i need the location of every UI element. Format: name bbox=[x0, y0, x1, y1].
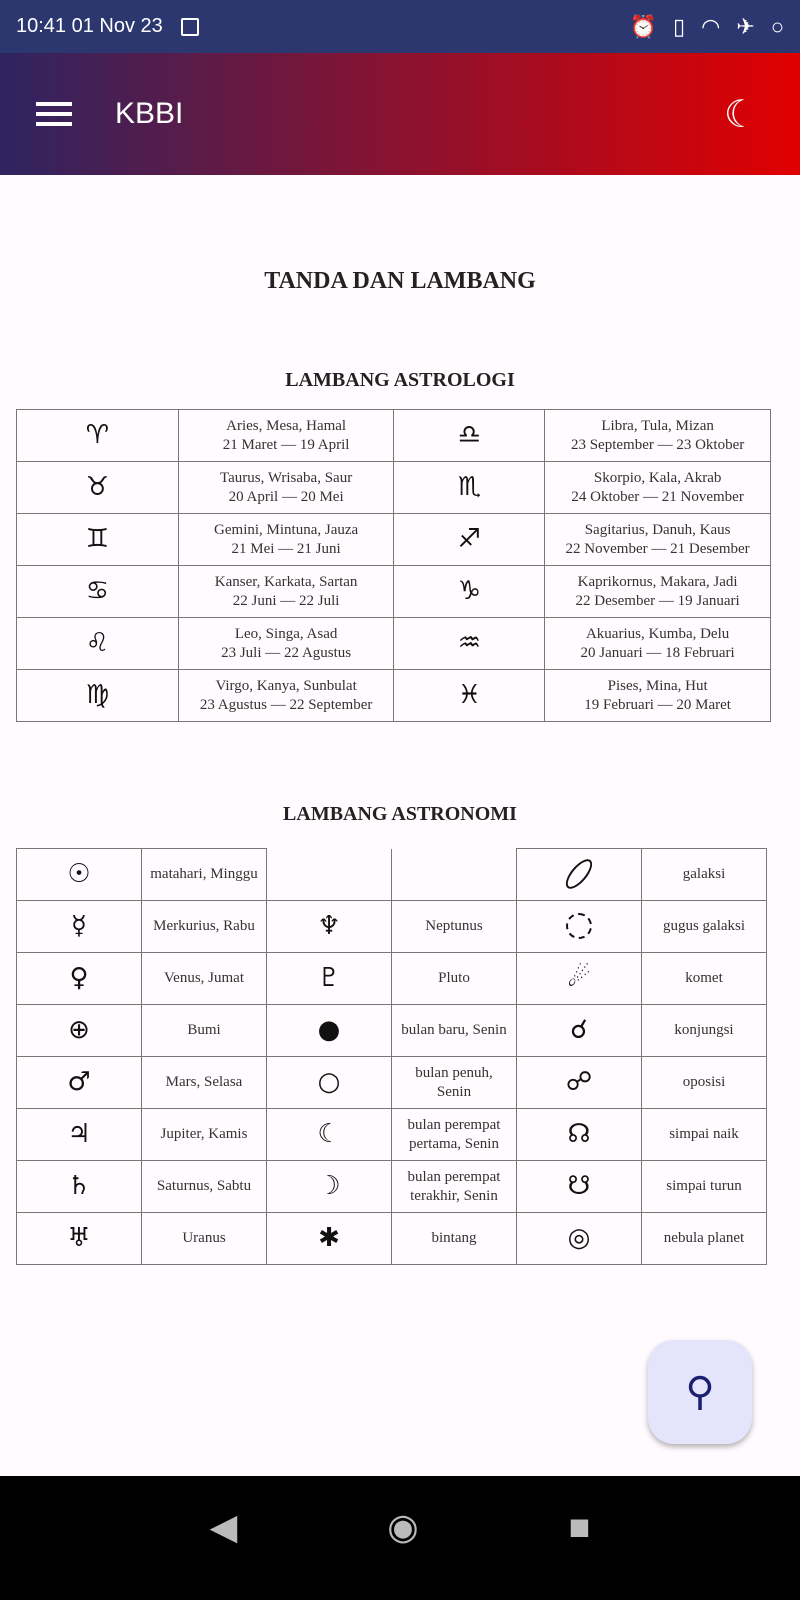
galaxy-cluster-icon bbox=[566, 913, 592, 939]
astronomy-symbol: ☽ bbox=[267, 1161, 392, 1213]
astronomy-symbol: ☾ bbox=[267, 1109, 392, 1161]
menu-icon[interactable] bbox=[36, 102, 72, 126]
zodiac-dates: 20 April — 20 Mei bbox=[228, 488, 344, 505]
search-icon: ⚲ bbox=[685, 1370, 715, 1414]
recents-icon[interactable]: ■ bbox=[568, 1506, 591, 1547]
astronomy-label: matahari, Minggu bbox=[142, 849, 267, 901]
astronomy-label: komet bbox=[642, 953, 767, 1005]
astronomy-label: bintang bbox=[392, 1213, 517, 1265]
zodiac-description bbox=[545, 462, 771, 514]
astronomi-title: LAMBANG ASTRONOMI bbox=[283, 803, 517, 825]
zodiac-symbol: ♐︎ bbox=[394, 514, 545, 566]
table-row bbox=[17, 1057, 767, 1109]
alarm-icon: ⏰ bbox=[629, 13, 657, 39]
zodiac-dates: 21 Maret — 19 April bbox=[222, 436, 350, 453]
astronomy-label: oposisi bbox=[642, 1057, 767, 1109]
astronomy-label: nebula planet bbox=[642, 1213, 767, 1265]
zodiac-dates: 19 Februari — 20 Maret bbox=[584, 696, 731, 713]
astrologi-table bbox=[16, 409, 771, 722]
table-row bbox=[17, 514, 771, 566]
zodiac-symbol: ♎︎ bbox=[394, 410, 545, 462]
astronomy-label: bulan perempat terakhir, Senin bbox=[392, 1161, 517, 1213]
table-row bbox=[17, 901, 767, 953]
astronomy-label: bulan penuh, Senin bbox=[392, 1057, 517, 1109]
astronomy-symbol: ☉ bbox=[17, 849, 142, 901]
astronomy-label: Bumi bbox=[142, 1005, 267, 1057]
empty-cell bbox=[267, 849, 392, 901]
zodiac-names: Taurus, Wrisaba, Saur bbox=[220, 469, 353, 486]
table-row bbox=[17, 849, 767, 901]
astronomy-symbol: ☌ bbox=[517, 1005, 642, 1057]
astronomy-label: Saturnus, Sabtu bbox=[142, 1161, 267, 1213]
astronomy-symbol: ⊕ bbox=[17, 1005, 142, 1057]
zodiac-names: Kanser, Karkata, Sartan bbox=[214, 573, 358, 590]
page-title: TANDA DAN LAMBANG bbox=[264, 268, 536, 294]
zodiac-dates: 22 Desember — 19 Januari bbox=[575, 592, 740, 609]
navigation-bar bbox=[0, 1476, 800, 1600]
zodiac-description bbox=[178, 618, 394, 670]
astronomy-label: bulan baru, Senin bbox=[392, 1005, 517, 1057]
zodiac-symbol: ♈︎ bbox=[17, 410, 179, 462]
astronomy-symbol: ♆ bbox=[267, 901, 392, 953]
gallery-icon bbox=[181, 18, 199, 36]
astronomy-symbol: ☿ bbox=[17, 901, 142, 953]
zodiac-symbol: ♉︎ bbox=[17, 462, 179, 514]
astronomy-symbol: ♀ bbox=[17, 953, 142, 1005]
zodiac-names: Libra, Tula, Mizan bbox=[601, 417, 714, 434]
airplane-icon: ✈ bbox=[736, 13, 755, 39]
zodiac-names: Virgo, Kanya, Sunbulat bbox=[215, 677, 357, 694]
status-bar bbox=[0, 0, 800, 53]
vibrate-icon: ▯ bbox=[672, 13, 686, 39]
table-row bbox=[17, 1161, 767, 1213]
astronomy-label: Jupiter, Kamis bbox=[142, 1109, 267, 1161]
zodiac-dates: 23 Juli — 22 Agustus bbox=[221, 644, 352, 661]
zodiac-description bbox=[178, 514, 394, 566]
dark-mode-moon-icon[interactable]: ☾ bbox=[723, 93, 758, 136]
zodiac-dates: 23 Agustus — 22 September bbox=[199, 696, 373, 713]
zodiac-dates: 22 November — 21 Desember bbox=[565, 540, 750, 557]
astronomy-label: konjungsi bbox=[642, 1005, 767, 1057]
app-title: KBBI bbox=[115, 97, 184, 130]
astronomy-label: simpai turun bbox=[642, 1161, 767, 1213]
astronomy-label: Mars, Selasa bbox=[142, 1057, 267, 1109]
astronomy-symbol: ● bbox=[267, 1005, 392, 1057]
astronomy-symbol: ☋ bbox=[517, 1161, 642, 1213]
table-row bbox=[17, 462, 771, 514]
table-row bbox=[17, 410, 771, 462]
zodiac-description bbox=[545, 670, 771, 722]
zodiac-names: Gemini, Mintuna, Jauza bbox=[214, 521, 359, 538]
table-row bbox=[17, 670, 771, 722]
zodiac-names: Kaprikornus, Makara, Jadi bbox=[577, 573, 738, 590]
astronomy-symbol: ♃ bbox=[17, 1109, 142, 1161]
home-icon[interactable]: ◉ bbox=[387, 1506, 419, 1547]
zodiac-description bbox=[545, 618, 771, 670]
zodiac-dates: 23 September — 23 Oktober bbox=[570, 436, 745, 453]
galaxy-symbol bbox=[517, 849, 642, 901]
zodiac-names: Skorpio, Kala, Akrab bbox=[593, 469, 722, 486]
astronomy-label: Uranus bbox=[142, 1213, 267, 1265]
zodiac-names: Aries, Mesa, Hamal bbox=[226, 417, 347, 434]
astronomy-symbol: ✱ bbox=[267, 1213, 392, 1265]
astronomy-label: Pluto bbox=[392, 953, 517, 1005]
table-row bbox=[17, 566, 771, 618]
zodiac-names: Akuarius, Kumba, Delu bbox=[585, 625, 730, 642]
status-time: 10:41 01 Nov 23 bbox=[16, 15, 163, 37]
astronomy-label: Neptunus bbox=[392, 901, 517, 953]
zodiac-symbol: ♊︎ bbox=[17, 514, 179, 566]
cluster-symbol bbox=[517, 901, 642, 953]
astronomy-label: gugus galaksi bbox=[642, 901, 767, 953]
table-row bbox=[17, 1213, 767, 1265]
astronomy-symbol: ☊ bbox=[517, 1109, 642, 1161]
app-bar bbox=[0, 53, 800, 175]
zodiac-description bbox=[178, 566, 394, 618]
zodiac-symbol: ♋︎ bbox=[17, 566, 179, 618]
zodiac-names: Pises, Mina, Hut bbox=[607, 677, 708, 694]
zodiac-names: Sagitarius, Danuh, Kaus bbox=[584, 521, 731, 538]
zodiac-symbol: ♑︎ bbox=[394, 566, 545, 618]
wifi-icon: ◠ bbox=[701, 13, 721, 39]
zodiac-description bbox=[178, 670, 394, 722]
zodiac-dates: 20 Januari — 18 Februari bbox=[580, 644, 735, 661]
astronomy-label: Merkurius, Rabu bbox=[142, 901, 267, 953]
zodiac-symbol: ♍︎ bbox=[17, 670, 179, 722]
astronomy-label: galaksi bbox=[642, 849, 767, 901]
zodiac-names: Leo, Singa, Asad bbox=[234, 625, 338, 642]
astronomi-table bbox=[16, 848, 767, 1265]
table-row bbox=[17, 953, 767, 1005]
search-button[interactable] bbox=[648, 1340, 752, 1444]
astronomy-symbol: ♅ bbox=[17, 1213, 142, 1265]
astronomy-symbol: ♇ bbox=[267, 953, 392, 1005]
zodiac-description bbox=[178, 410, 394, 462]
table-row bbox=[17, 1109, 767, 1161]
astronomy-symbol: ◎ bbox=[517, 1213, 642, 1265]
astronomy-label: bulan perempat pertama, Senin bbox=[392, 1109, 517, 1161]
zodiac-dates: 21 Mei — 21 Juni bbox=[231, 540, 341, 557]
zodiac-description bbox=[545, 514, 771, 566]
zodiac-description bbox=[545, 410, 771, 462]
zodiac-dates: 24 Oktober — 21 November bbox=[571, 488, 744, 505]
astronomy-symbol: ○ bbox=[267, 1057, 392, 1109]
table-row bbox=[17, 618, 771, 670]
back-icon[interactable]: ◀ bbox=[209, 1506, 238, 1547]
galaxy-icon bbox=[561, 855, 596, 893]
astronomy-symbol: ☍ bbox=[517, 1057, 642, 1109]
zodiac-description bbox=[178, 462, 394, 514]
zodiac-symbol: ♓︎ bbox=[394, 670, 545, 722]
zodiac-symbol: ♌︎ bbox=[17, 618, 179, 670]
astronomy-symbol: ♂ bbox=[17, 1057, 142, 1109]
astronomy-label: simpai naik bbox=[642, 1109, 767, 1161]
empty-cell bbox=[392, 849, 517, 901]
zodiac-dates: 22 Juni — 22 Juli bbox=[232, 592, 340, 609]
circle-icon: ○ bbox=[770, 13, 784, 39]
table-row bbox=[17, 1005, 767, 1057]
zodiac-symbol: ♒︎ bbox=[394, 618, 545, 670]
astronomy-symbol: ♄ bbox=[17, 1161, 142, 1213]
astronomy-symbol: ☄ bbox=[517, 953, 642, 1005]
zodiac-symbol: ♏︎ bbox=[394, 462, 545, 514]
astronomy-label: Venus, Jumat bbox=[142, 953, 267, 1005]
astrologi-title: LAMBANG ASTROLOGI bbox=[285, 369, 515, 391]
zodiac-description bbox=[545, 566, 771, 618]
